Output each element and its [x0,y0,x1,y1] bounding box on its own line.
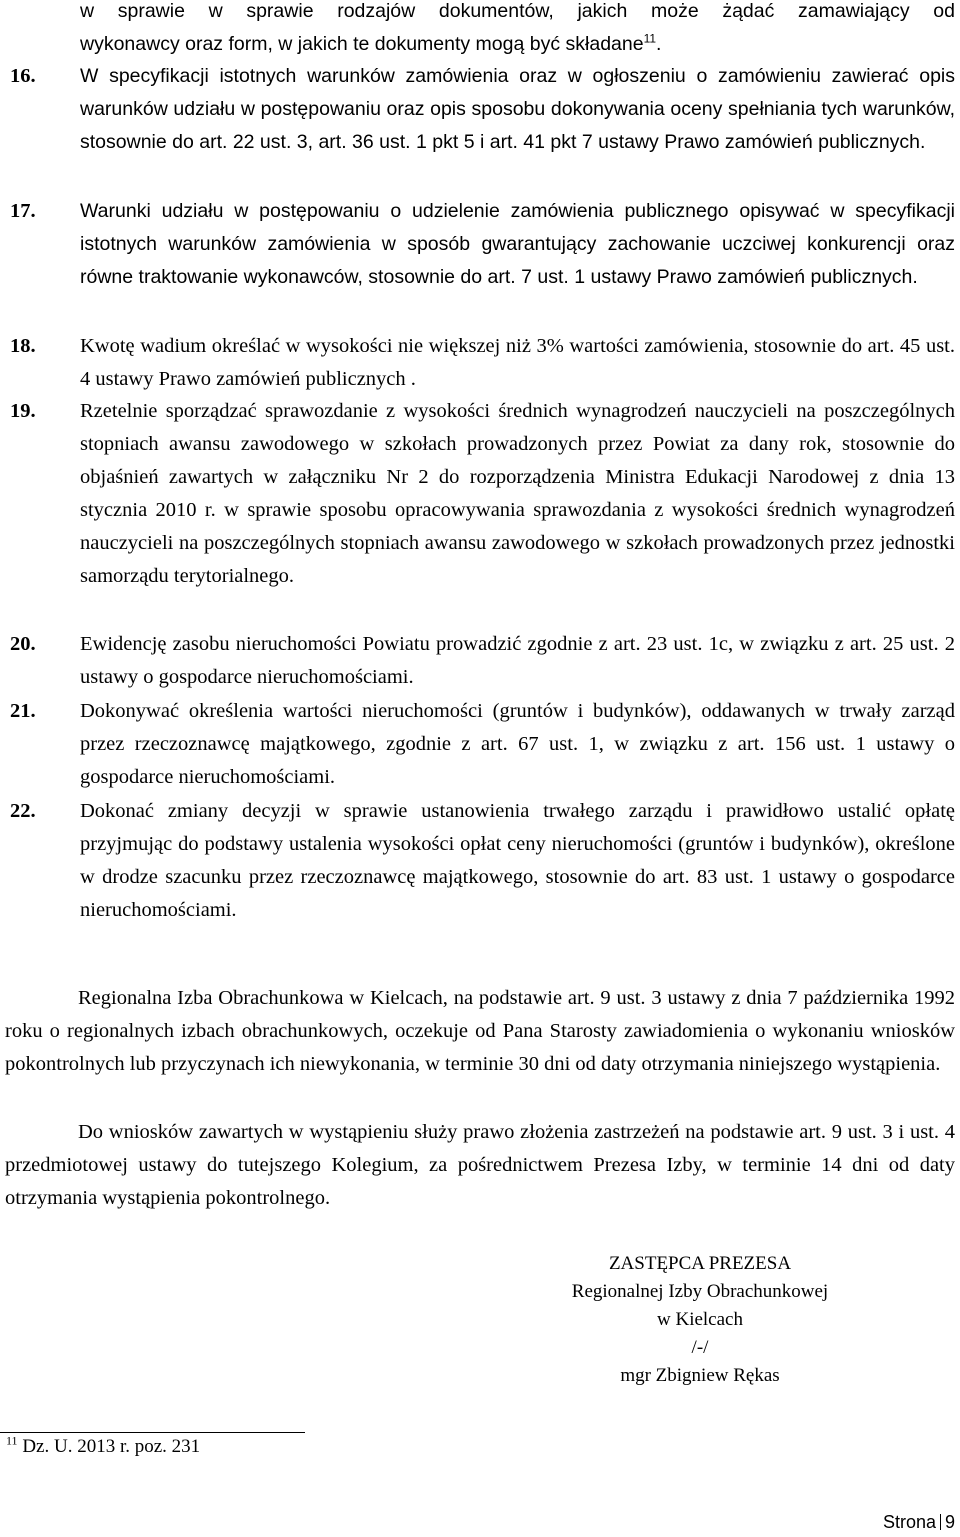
recommendation-item-17 [10,195,955,294]
item-text: Dokonywać określenia wartości nieruchomości (gruntów i budynków), oddawanych w trwały zarząd przez rzeczoznawcę majątkowego, zgodnie z art. 67 ust. 1, w związku z art. 156 ust. 1 ustawy o gospodarce nieruchomościami. [80,700,955,788]
continuation-line-1: w sprawie w sprawie rodzajów dokumentów, jakich może żądać zamawiający od [80,0,955,22]
item-text: Dokonać zmiany decyzji w sprawie ustanowienia trwałego zarządu i prawidłowo ustalić opłatę przyjmując do podstawy ustalenia wysokości opłat ceny nieruchomości (gruntów i budynków), określone w drodze szacunku przez rzeczoznawcę majątkowego, stosownie do art. 83 ust. 1 ustawy o gospodarce nieruchomościami. [80,800,955,921]
closing-paragraph-1: Regionalna Izba Obrachunkowa w Kielcach, na podstawie art. 9 ust. 3 ustawy z dnia 7 października 1992 roku o regionalnych izbach obrachunkowych, oczekuje od Pana Starosty zawiadomienia o wykonaniu wniosków pokontrolnych lub przyczynach ich niewykonania, w terminie 30 dni od daty otrzymania niniejszego wystąpienia. [5,987,955,1075]
recommendation-item-18 [10,330,955,396]
recommendation-item-21 [10,695,955,794]
item-text: Kwotę wadium określać w wysokości nie większej niż 3% wartości zamówienia, stosownie do art. 45 ust. 4 ustawy Prawo zamówień publicznych . [80,335,955,390]
signature-city: w Kielcach [657,1309,743,1330]
page-number: 9 [944,1512,955,1532]
footnote-text: Dz. U. 2013 r. poz. 231 [22,1436,201,1457]
footnote [6,1433,201,1458]
continuation-text [80,0,955,61]
signature-block [540,1250,860,1390]
recommendation-item-19 [10,395,955,593]
item-number: 22. [10,800,36,822]
item-number: 21. [10,700,36,722]
item-number: 18. [10,335,36,357]
signature-mark: /-/ [691,1337,709,1358]
item-text: W specyfikacji istotnych warunków zamówienia oraz w ogłoszeniu o zamówieniu zawierać opis warunków udziału w postępowaniu oraz opis sposobu dokonywania oceny spełniania tych warunków, stosownie do art. 22 ust. 3, art. 36 ust. 1 pkt 5 i art. 41 pkt 7 ustawy Prawo zamówień publicznych. [80,65,955,153]
signature-title: ZASTĘPCA PREZESA [608,1253,792,1274]
item-text: Rzetelnie sporządzać sprawozdanie z wysokości średnich wynagrodzeń nauczycieli na poszczególnych stopniach awansu zawodowego w szkołach prowadzonych przez Powiat za dany rok, stosownie do objaśnień zawartych w załączniku Nr 2 do rozporządzenia Ministra Edukacji Narodowej z dnia 13 stycznia 2010 r. w sprawie sposobu opracowywania sprawozdania z wysokości średnich wynagrodzeń nauczycieli na poszczególnych stopniach awansu zawodowego w szkołach prowadzonych przez jednostki samorządu terytorialnego. [80,400,955,587]
footnote-separator [0,1432,305,1433]
item-number: 20. [10,633,36,655]
footnote-reference: 11 [643,31,657,46]
recommendation-item-20 [10,628,955,694]
item-number: 19. [10,400,36,422]
item-number: 17. [10,200,36,222]
item-number: 16. [10,65,36,87]
continuation-line-2: wykonawcy oraz form, w jakich te dokumenty mogą być składane$^{11}$. [80,31,662,55]
signatory-name: mgr Zbigniew Rękas [620,1365,780,1386]
footer-divider [940,1514,941,1530]
footnote-marker: 11 [6,1433,18,1448]
item-text: Warunki udziału w postępowaniu o udzielenie zamówienia publicznego opisywać w specyfikacji istotnych warunków zamówienia w sposób gwarantujący zachowanie uczciwej konkurencji oraz równe traktowanie wykonawców, stosownie do art. 7 ust. 1 ustawy Prawo zamówień publicznych. [80,200,955,288]
signature-institution: Regionalnej Izby Obrachunkowej [571,1281,829,1302]
item-text: Ewidencję zasobu nieruchomości Powiatu prowadzić zgodnie z art. 23 ust. 1c, w związku z art. 25 ust. 2 ustawy o gospodarce nieruchomościami. [80,633,955,688]
closing-paragraph-2: Do wniosków zawartych w wystąpieniu służy prawo złożenia zastrzeżeń na podstawie art. 9 ust. 3 i ust. 4 przedmiotowej ustawy do tutejszego Kolegium, za pośrednictwem Prezesa Izby, w terminie 14 dni od daty otrzymania wystąpienia pokontrolnego. [5,1121,955,1209]
recommendation-item-16 [10,60,955,159]
page-label: Strona [882,1512,936,1532]
recommendation-item-22 [10,795,955,927]
page-footer [883,1512,955,1533]
